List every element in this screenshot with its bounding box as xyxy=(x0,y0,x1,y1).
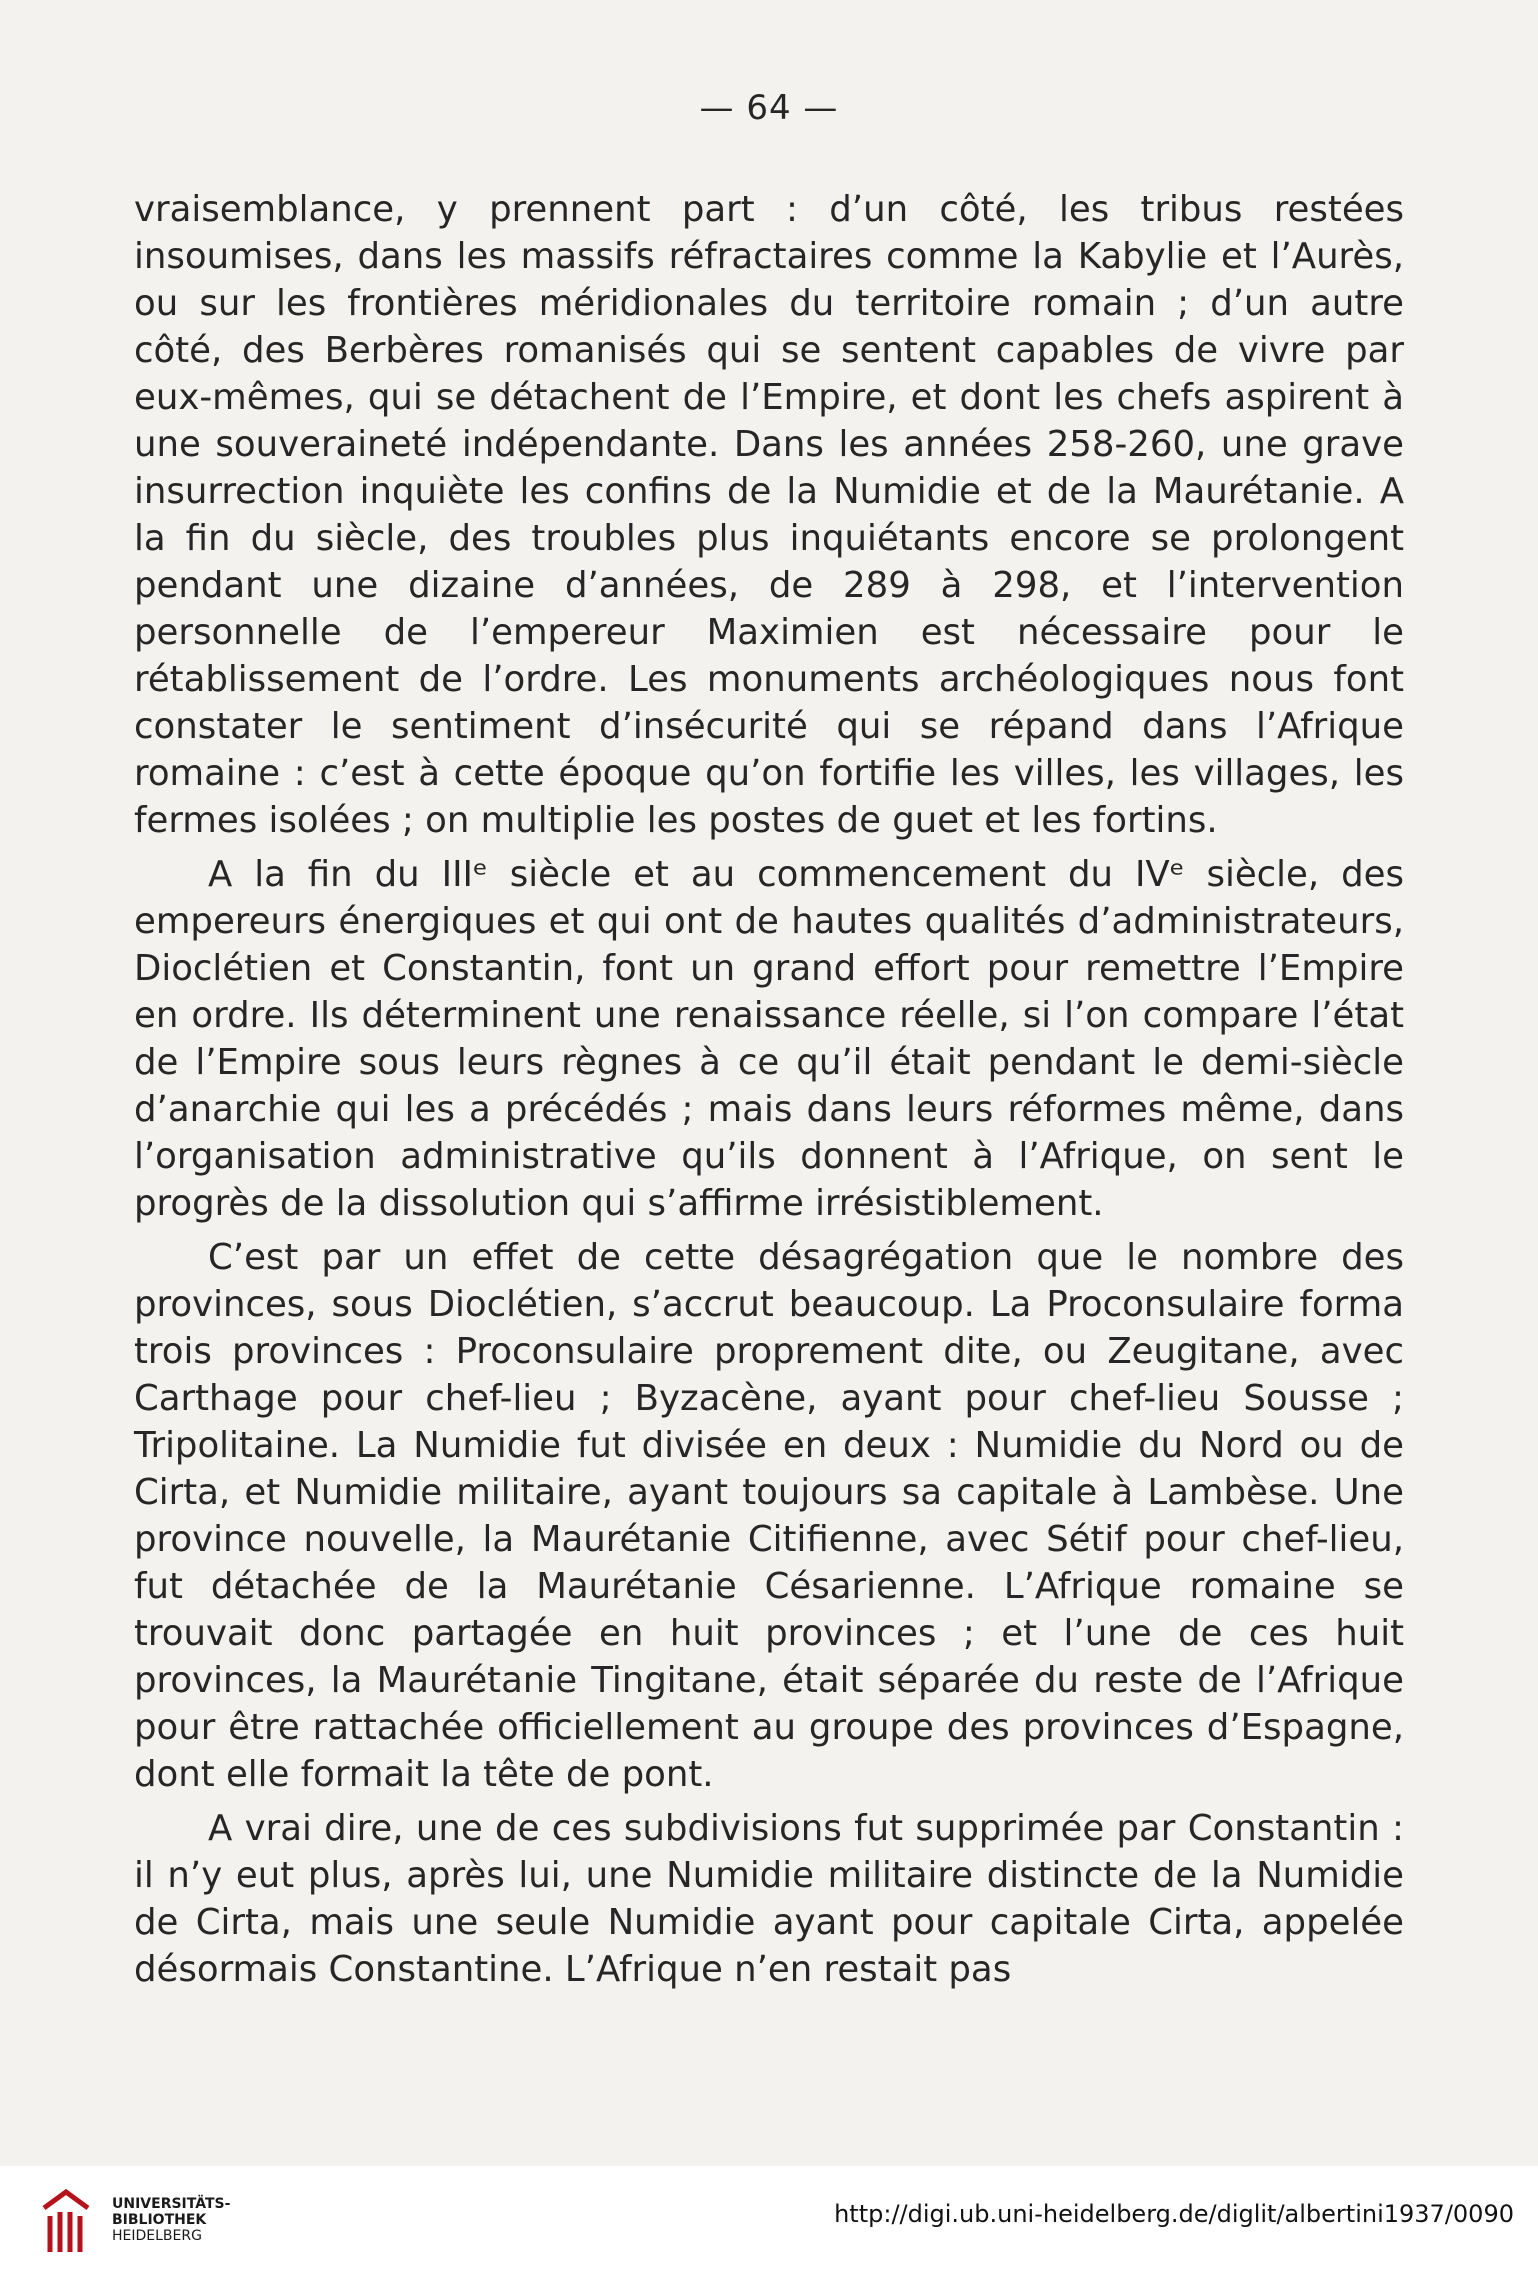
footer-bar xyxy=(0,2166,1538,2278)
library-name xyxy=(112,2196,230,2244)
source-url-link[interactable]: http://digi.ub.uni-heidelberg.de/diglit/albertini1937/0090 xyxy=(834,2200,1514,2228)
paragraph-1: vraisemblance, y prennent part : d’un côté, les tribus restées insoumises, dans les massifs réfractaires comme la Kabylie et l’Aurès, ou sur les frontières méridionales du territoire romain ; d’un autre côté, des Berbères romanisés qui se sentent capables de vivre par eux-mêmes, qui se détachent de l’Empire, et dont les chefs aspirent à une souveraineté indépendante. Dans les années 258-260, une grave insurrection inquiète les confins de la Numidie et de la Maurétanie. A la fin du siècle, des troubles plus inquiétants encore se prolongent pendant une dizaine d’années, de 289 à 298, et l’intervention personnelle de l’empereur Maximien est nécessaire pour le rétablissement de l’ordre. Les monuments archéologiques nous font constater le sentiment d’insécurité qui se répand dans l’Afrique romaine : c’est à cette époque qu’on fortifie les villes, les villages, les fermes isolées ; on multiplie les postes de guet et les fortins. xyxy=(134,189,1404,841)
paragraph-4: A vrai dire, une de ces subdivisions fut supprimée par Constantin : il n’y eut plus, après lui, une Numidie militaire distincte de la Numidie de Cirta, mais une seule Numidie ayant pour capitale Cirta, appelée désormais Constantine. L’Afrique n’en restait pas xyxy=(134,1808,1404,1990)
library-logo-icon xyxy=(40,2186,92,2256)
library-name-line-1: UNIVERSITÄTS- xyxy=(112,2196,231,2212)
paragraph-2: A la fin du IIIᵉ siècle et au commencement du IVᵉ siècle, des empereurs énergiques et qui ont de hautes qualités d’administrateurs, Dioclétien et Constantin, font un grand effort pour remettre l’Empire en ordre. Ils déterminent une renaissance réelle, si l’on compare l’état de l’Empire sous leurs règnes à ce qu’il était pendant le demi-siècle d’anarchie qui les a précédés ; mais dans leurs réformes même, dans l’organisation administrative qu’ils donnent à l’Afrique, on sent le progrès de la dissolution qui s’affirme irrésistiblement. xyxy=(134,854,1404,1224)
library-name-line-2: BIBLIOTHEK xyxy=(112,2212,207,2228)
library-name-line-3: HEIDELBERG xyxy=(112,2228,202,2244)
body-text xyxy=(134,186,1404,2000)
paragraph-3: C’est par un effet de cette désagrégation que le nombre des provinces, sous Dioclétien, s’accrut beaucoup. La Proconsulaire forma trois provinces : Proconsulaire proprement dite, ou Zeugitane, avec Carthage pour chef-lieu ; Byzacène, ayant pour chef-lieu Sousse ; Tripolitaine. La Numidie fut divisée en deux : Numidie du Nord ou de Cirta, et Numidie militaire, ayant toujours sa capitale à Lambèse. Une province nouvelle, la Maurétanie Citifienne, avec Sétif pour chef-lieu, fut détachée de la Maurétanie Césarienne. L’Afrique romaine se trouvait donc partagée en huit provinces ; et l’une de ces huit provinces, la Maurétanie Tingitane, était séparée du reste de l’Afrique pour être rattachée officiellement au groupe des provinces d’Espagne, dont elle formait la tête de pont. xyxy=(134,1237,1404,1795)
page-number: — 64 — xyxy=(699,88,839,128)
